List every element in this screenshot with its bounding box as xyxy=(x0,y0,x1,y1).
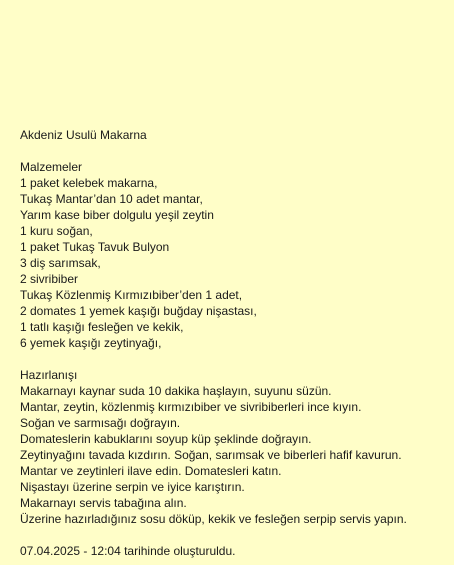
spacer xyxy=(20,143,450,159)
step-item: Makarnayı servis tabağına alın. xyxy=(20,496,187,510)
step-item: Makarnayı kaynar suda 10 dakika haşlayın, suyunu süzün. xyxy=(20,384,332,398)
created-timestamp: 07.04.2025 - 12:04 tarihinde oluşturuldu. xyxy=(20,544,236,558)
ingredients-heading: Malzemeler xyxy=(20,160,83,174)
ingredient-item: Tukaş Mantar’dan 10 adet mantar, xyxy=(20,192,203,206)
ingredient-item: Tukaş Közlenmiş Kırmızıbiber’den 1 adet, xyxy=(20,288,243,302)
steps-list xyxy=(20,383,450,527)
step-item: Mantar, zeytin, közlenmiş kırmızıbiber ve sivribiberleri ince kıyın. xyxy=(20,400,362,414)
ingredient-item: 6 yemek kaşığı zeytinyağı, xyxy=(20,336,162,350)
ingredient-item: 3 diş sarımsak, xyxy=(20,256,101,270)
step-item: Zeytinyağını tavada kızdırın. Soğan, sarımsak ve biberleri hafif kavurun. xyxy=(20,448,402,462)
ingredient-item: 2 sivribiber xyxy=(20,272,79,286)
ingredient-item: 1 paket Tukaş Tavuk Bulyon xyxy=(20,240,170,254)
recipe-document xyxy=(20,127,450,559)
steps-heading: Hazırlanışı xyxy=(20,368,78,382)
ingredient-item: Yarım kase biber dolgulu yeşil zeytin xyxy=(20,208,214,222)
ingredient-item: 1 tatlı kaşığı fesleğen ve kekik, xyxy=(20,320,184,334)
spacer xyxy=(20,351,450,367)
step-item: Soğan ve sarmısağı doğrayın. xyxy=(20,416,181,430)
spacer xyxy=(20,527,450,543)
ingredient-item: 1 kuru soğan, xyxy=(20,224,93,238)
step-item: Nişastayı üzerine serpin ve iyice karıştırın. xyxy=(20,480,245,494)
step-item: Domateslerin kabuklarını soyup küp şeklinde doğrayın. xyxy=(20,432,312,446)
recipe-title: Akdeniz Usulü Makarna xyxy=(20,128,147,142)
ingredients-list xyxy=(20,175,450,351)
ingredient-item: 2 domates 1 yemek kaşığı buğday nişastası, xyxy=(20,304,257,318)
step-item: Üzerine hazırladığınız sosu döküp, kekik ve fesleğen serpip servis yapın. xyxy=(20,512,407,526)
ingredient-item: 1 paket kelebek makarna, xyxy=(20,176,158,190)
step-item: Mantar ve zeytinleri ilave edin. Domatesleri katın. xyxy=(20,464,282,478)
